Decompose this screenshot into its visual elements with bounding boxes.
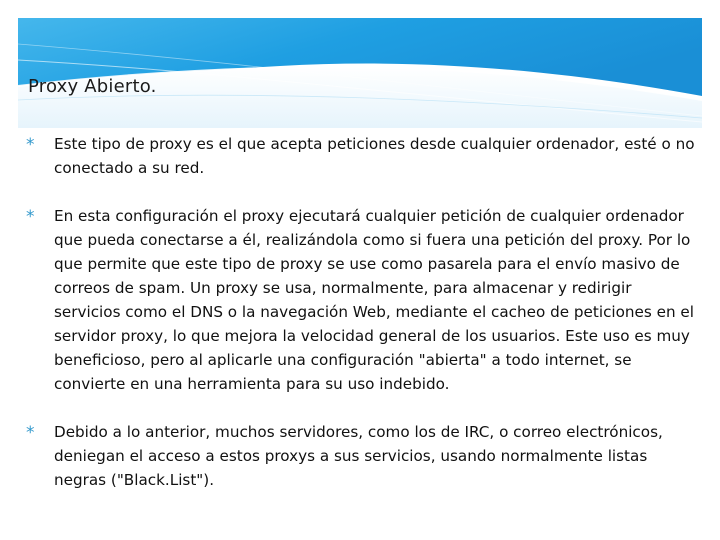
bullet-item [26, 132, 698, 180]
bullet-item [26, 420, 698, 492]
bullet-asterisk-icon: * [26, 423, 35, 443]
bullet-asterisk-icon: * [26, 207, 35, 227]
bullet-list [26, 132, 698, 516]
bullet-asterisk-icon: * [26, 135, 35, 155]
header-banner [0, 0, 720, 130]
bullet-text: Debido a lo anterior, muchos servidores, como los de IRC, o correo electrónicos, deniegan el acceso a estos proxys a sus servicios, usando normalmente listas negras ("Black.List"). [54, 423, 663, 489]
bullet-item [26, 204, 698, 396]
slide-title: Proxy Abierto. [28, 76, 157, 97]
bullet-text: En esta configuración el proxy ejecutará cualquier petición de cualquier ordenador que pueda conectarse a él, realizándola como si fuera una petición del proxy. Por lo que permite que este tipo de proxy se use como pasarela para el envío masivo de correos de spam. Un proxy se usa, normalmente, para almacenar y redirigir servicios como el DNS o la navegación Web, mediante el cacheo de peticiones en el servidor proxy, lo que mejora la velocidad general de los usuarios. Este uso es muy beneficioso, pero al aplicarle una configuración "abierta" a todo internet, se convierte en una herramienta para su uso indebido. [54, 207, 694, 393]
bullet-text: Este tipo de proxy es el que acepta peticiones desde cualquier ordenador, esté o no conectado a su red. [54, 135, 695, 177]
